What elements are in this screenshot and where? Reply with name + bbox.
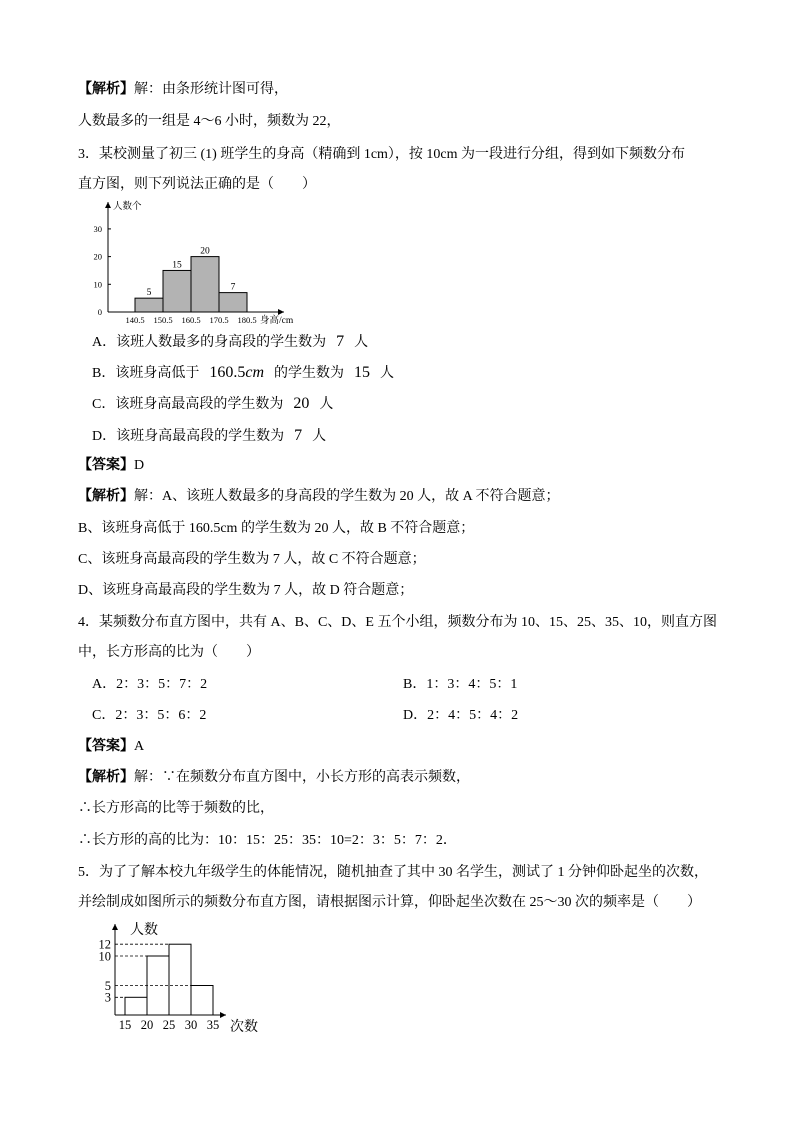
analysis-label: 【解析】 bbox=[78, 82, 134, 97]
q4-analysis-line-1 bbox=[78, 769, 470, 787]
x-tick-label: 140.5 bbox=[125, 315, 145, 325]
x-tick-label: 160.5 bbox=[181, 315, 201, 325]
y-tick-label: 3 bbox=[104, 990, 111, 1005]
bar-value-label: 15 bbox=[172, 260, 182, 271]
x-axis-label: 身高/cm bbox=[260, 316, 294, 326]
option-value-2: 15 bbox=[354, 364, 370, 381]
q3-analysis-line-1 bbox=[78, 488, 559, 506]
q5-stem-line-1: 5．为了了解本校九年级学生的体能情况，随机抽查了其中 30 名学生，测试了 1 分钟仰卧起坐的次数， bbox=[78, 865, 708, 880]
y-tick-label: 10 bbox=[98, 949, 111, 964]
y-tick-label: 0 bbox=[97, 306, 102, 317]
q3-option-b bbox=[92, 364, 394, 383]
option-value: 7 bbox=[336, 333, 345, 350]
option-number: 160.5 bbox=[209, 364, 246, 381]
q3-stem-line-2: 直方图，则下列说法正确的是（ ） bbox=[78, 177, 316, 192]
y-tick-label: 30 bbox=[93, 223, 102, 234]
option-text-middle: 的学生数为 bbox=[274, 366, 344, 381]
q4-option-d: D．2：4：5：4：2 bbox=[403, 708, 519, 723]
option-unit: cm bbox=[245, 364, 264, 381]
q3-stem-line-1: 3．某校测量了初三 (1) 班学生的身高（精确到 1cm），按 10cm 为一段进行分组，得到如下频数分布 bbox=[78, 147, 686, 162]
x-tick-label: 15 bbox=[118, 1018, 132, 1032]
situp-histogram bbox=[88, 918, 268, 1038]
q2-analysis-line bbox=[78, 81, 288, 99]
histogram-bar bbox=[219, 293, 247, 312]
option-value: 7 bbox=[294, 427, 303, 444]
y-axis-arrow bbox=[112, 924, 118, 930]
q2-analysis-line-2: 人数最多的一组是 4～6 小时，频数为 22， bbox=[78, 114, 341, 129]
histogram-bar bbox=[125, 997, 147, 1015]
answer-label: 【答案】 bbox=[78, 458, 134, 473]
x-tick-label: 170.5 bbox=[209, 315, 229, 325]
analysis-label: 【解析】 bbox=[78, 770, 134, 785]
y-tick-label: 5 bbox=[104, 978, 111, 993]
q4-answer bbox=[78, 738, 144, 756]
q4-option-b: B．1：3：4：5：1 bbox=[403, 677, 518, 692]
q4-stem-line-1: 4．某频数分布直方图中，共有 A、B、C、D、E 五个小组，频数分布为 10、15、25、35、10，则直方图 bbox=[78, 615, 717, 630]
q4-option-c: C．2：3：5：6：2 bbox=[92, 708, 207, 723]
q4-stem-line-2: 中，长方形高的比为（ ） bbox=[78, 645, 260, 660]
option-text: B．该班身高低于 bbox=[92, 366, 200, 381]
q4-analysis-line-2: ∴长方形高的比等于频数的比， bbox=[78, 801, 274, 816]
q3-option-c bbox=[92, 395, 333, 414]
q5-stem-line-2: 并绘制成如图所示的频数分布直方图，请根据图示计算，仰卧起坐次数在 25～30 次的频率是（ ） bbox=[78, 895, 701, 910]
q3-option-a bbox=[92, 333, 368, 352]
y-axis-label: 人数个 bbox=[113, 202, 142, 212]
y-axis-arrow bbox=[105, 202, 111, 208]
histogram-bar bbox=[169, 944, 191, 1015]
analysis-label: 【解析】 bbox=[78, 489, 134, 504]
option-suffix: 人 bbox=[354, 335, 369, 350]
bar-value-label: 7 bbox=[230, 282, 236, 293]
y-axis-label: 人数 bbox=[130, 923, 158, 938]
bar-value-label: 5 bbox=[146, 288, 152, 299]
x-tick-label: 30 bbox=[184, 1018, 198, 1032]
y-tick-label: 12 bbox=[98, 937, 111, 952]
bar-value-label: 20 bbox=[200, 246, 210, 257]
y-tick-label: 10 bbox=[93, 279, 102, 290]
histogram-bar bbox=[191, 257, 219, 312]
q3-option-d bbox=[92, 427, 326, 446]
q4-analysis-line-3: ∴长方形的高的比为：10：15：25：35：10=2：3：5：7：2． bbox=[78, 833, 457, 848]
option-text: D．该班身高最高段的学生数为 bbox=[92, 429, 285, 444]
q3-answer bbox=[78, 457, 144, 475]
x-tick-label: 25 bbox=[162, 1018, 176, 1032]
x-tick-label: 150.5 bbox=[153, 315, 173, 325]
option-value bbox=[209, 364, 264, 381]
option-text: A．该班人数最多的身高段的学生数为 bbox=[92, 335, 327, 350]
analysis-text: 解：∵在频数分布直方图中，小长方形的高表示频数， bbox=[134, 770, 470, 785]
option-suffix: 人 bbox=[312, 429, 327, 444]
option-suffix: 人 bbox=[380, 366, 394, 381]
x-axis-label: 次数 bbox=[230, 1020, 258, 1035]
q3-analysis-line-4: D、该班身高最高段的学生数为 7 人，故 D 符合题意； bbox=[78, 583, 414, 598]
option-value: 20 bbox=[293, 395, 310, 412]
answer-value: D bbox=[134, 458, 145, 473]
option-text: C．该班身高最高段的学生数为 bbox=[92, 397, 284, 412]
analysis-text: 解：由条形统计图可得， bbox=[134, 82, 288, 97]
x-tick-label: 20 bbox=[140, 1018, 154, 1032]
q3-analysis-line-2: B、该班身高低于 160.5cm 的学生数为 20 人，故 B 不符合题意； bbox=[78, 521, 475, 536]
q3-analysis-line-3: C、该班身高最高段的学生数为 7 人，故 C 不符合题意； bbox=[78, 552, 426, 567]
q4-option-a: A．2：3：5：7：2 bbox=[92, 677, 208, 692]
x-axis-arrow bbox=[278, 309, 284, 315]
histogram-bar bbox=[191, 986, 213, 1016]
option-suffix: 人 bbox=[319, 397, 334, 412]
answer-label: 【答案】 bbox=[78, 739, 134, 754]
analysis-text: 解：A、该班人数最多的身高段的学生数为 20 人，故 A 不符合题意； bbox=[134, 489, 560, 504]
y-tick-label: 20 bbox=[93, 251, 102, 262]
histogram-bar bbox=[135, 298, 163, 312]
x-tick-label: 180.5 bbox=[237, 315, 257, 325]
x-axis-arrow bbox=[220, 1012, 226, 1018]
answer-value: A bbox=[134, 739, 145, 754]
height-histogram bbox=[90, 196, 305, 328]
x-tick-label: 35 bbox=[206, 1018, 220, 1032]
histogram-bar bbox=[163, 270, 191, 312]
